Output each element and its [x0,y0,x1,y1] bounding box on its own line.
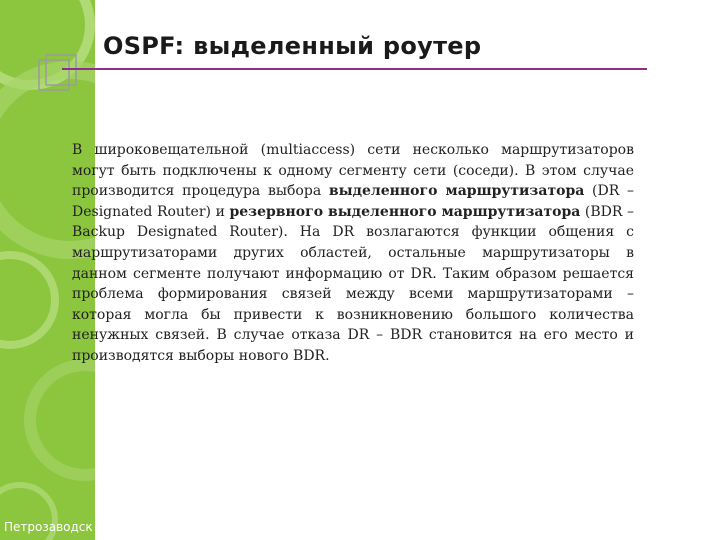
slide-title: OSPF: выделенный роутер [103,32,482,60]
body-paragraph [72,140,634,367]
title-underline [62,68,647,70]
body-text-part-2: (DR – Designated Router) и [72,183,634,220]
body-text-part-1: В широковещательной (multiaccess) сети несколько маршрутизаторов могут быть подключены к одному сегменту сети (соседи). В этом случае производится процедура выбора [72,142,634,200]
title-square-decoration [38,54,83,99]
bold-term-bdr: резервного выделенного маршрутизатора [229,203,581,220]
footer-label: Петрозаводск [4,520,93,534]
body-text-part-3: (BDR – Backup Designated Router). На DR возлагаются функции общения с маршрутизаторами других областей, остальные маршрутизаторы в данном сегменте получают информацию от DR. Таким образом решается проблема формирования связей между всеми маршрутизаторами – которая могла бы привести к возникновению большого количества ненужных связей. В случае отказа DR – BDR становится на его место и производятся выборы нового BDR. [72,203,634,364]
bold-term-dr: выделенного маршрутизатора [328,183,585,200]
